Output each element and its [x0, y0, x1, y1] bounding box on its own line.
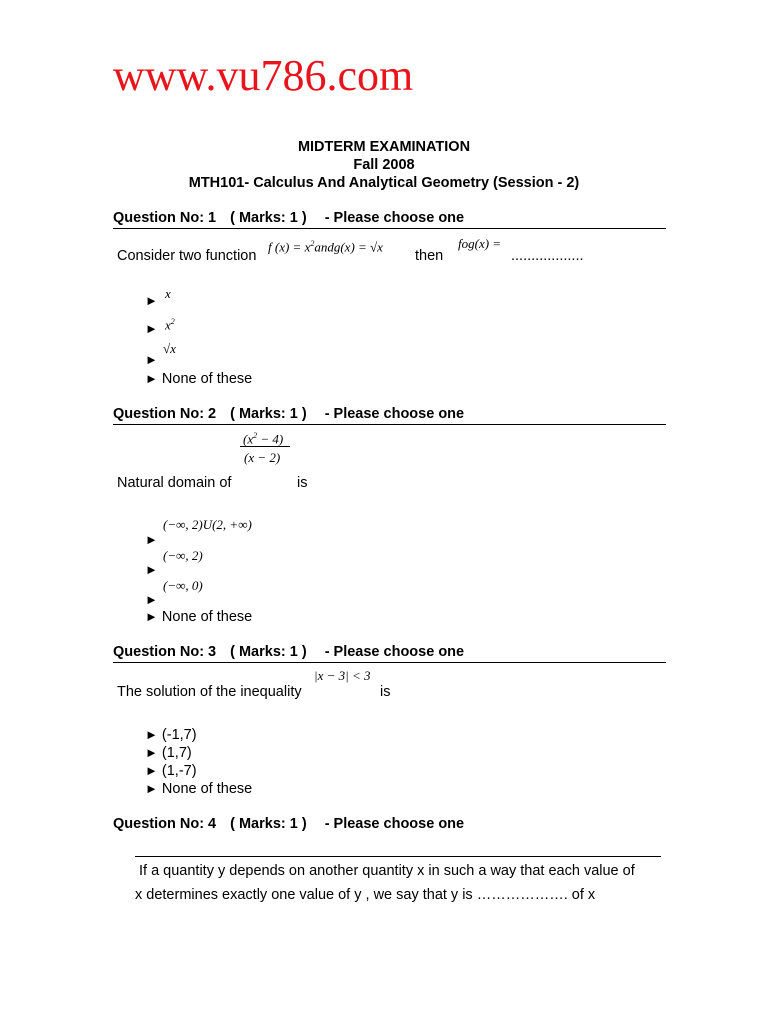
q1-text-then: then	[415, 248, 444, 264]
q1-option-2-math: $x^2$	[165, 317, 175, 333]
q4-text-line-1: If a quantity y depends on another quantity x in such a way that each value of	[139, 863, 635, 879]
option-bullet: ►	[145, 763, 158, 778]
q2-text-is: is	[297, 475, 308, 491]
question-number: Question No: 1	[113, 210, 217, 226]
q2-fraction-bar	[240, 446, 290, 447]
option-bullet: ►	[145, 371, 158, 386]
question-number: Question No: 2	[113, 406, 217, 422]
question-divider	[113, 424, 666, 425]
option-bullet: ►	[145, 745, 158, 760]
q3-option-4[interactable]: ► None of these	[145, 781, 253, 797]
q2-option-3-math: (−∞, 0)	[163, 578, 203, 593]
q1-option-1[interactable]	[145, 292, 158, 310]
question-instruction: - Please choose one	[324, 644, 465, 660]
q2-option-2[interactable]	[145, 561, 158, 579]
q2-option-4[interactable]: ► None of these	[145, 609, 253, 625]
q1-option-3[interactable]	[145, 351, 158, 369]
option-bullet: ►	[145, 532, 158, 547]
question-marks: ( Marks: 1 )	[230, 644, 307, 660]
option-bullet: ►	[145, 352, 158, 367]
q2-text: Natural domain of	[117, 475, 232, 491]
site-url: www.vu786.com	[113, 51, 414, 100]
q1-composition: fog(x) =	[458, 236, 502, 251]
option-bullet: ►	[145, 293, 158, 308]
option-bullet: ►	[145, 592, 158, 607]
question-3-header	[113, 643, 464, 661]
q1-text: Consider two function	[117, 248, 257, 264]
q1-option-1-math: x	[165, 286, 171, 301]
q2-option-2-math: (−∞, 2)	[163, 548, 203, 563]
question-number: Question No: 3	[113, 644, 217, 660]
question-marks: ( Marks: 1 )	[230, 816, 307, 832]
exam-title: MIDTERM EXAMINATION	[297, 139, 471, 155]
exam-term: Fall 2008	[353, 157, 415, 173]
q4-text-line-2: x determines exactly one value of y , we say that y is ………………. of x	[135, 887, 596, 903]
q1-option-4[interactable]: ► None of these	[145, 371, 253, 387]
question-marks: ( Marks: 1 )	[230, 406, 307, 422]
q3-text: The solution of the inequality	[117, 684, 302, 700]
question-divider	[113, 662, 666, 663]
q1-function-def: f $(x) = x^2andg(x) = √x$	[268, 239, 383, 255]
question-instruction: - Please choose one	[324, 816, 465, 832]
question-instruction: - Please choose one	[324, 210, 465, 226]
q2-fraction-numerator: $(x^2 - 4)$	[243, 431, 284, 447]
question-number: Question No: 4	[113, 816, 217, 832]
q2-option-1-math: (−∞, 2)U(2, +∞)	[163, 517, 252, 532]
q3-option-1[interactable]: ► (-1,7)	[145, 727, 197, 743]
q1-option-3-math: √x	[163, 341, 176, 356]
exam-course: MTH101- Calculus And Analytical Geometry (Session - 2)	[188, 175, 580, 191]
q3-inequality: |x − 3| < 3	[314, 668, 371, 683]
question-4-header	[113, 815, 464, 833]
q3-text-is: is	[380, 684, 391, 700]
q1-option-2[interactable]	[145, 320, 158, 338]
option-bullet: ►	[145, 609, 158, 624]
q3-option-2[interactable]: ► (1,7)	[145, 745, 192, 761]
question-divider	[135, 856, 661, 857]
option-bullet: ►	[145, 781, 158, 796]
question-1-header	[113, 209, 464, 227]
option-bullet: ►	[145, 562, 158, 577]
q2-option-1[interactable]	[145, 531, 158, 549]
option-bullet: ►	[145, 727, 158, 742]
question-divider	[113, 228, 666, 229]
q2-option-3[interactable]	[145, 591, 158, 609]
q2-fraction-denominator: (x − 2)	[244, 450, 281, 465]
question-2-header	[113, 405, 464, 423]
q3-option-3[interactable]: ► (1,-7)	[145, 763, 197, 779]
q1-blank: ..................	[511, 248, 584, 264]
question-instruction: - Please choose one	[324, 406, 465, 422]
question-marks: ( Marks: 1 )	[230, 210, 307, 226]
option-bullet: ►	[145, 321, 158, 336]
